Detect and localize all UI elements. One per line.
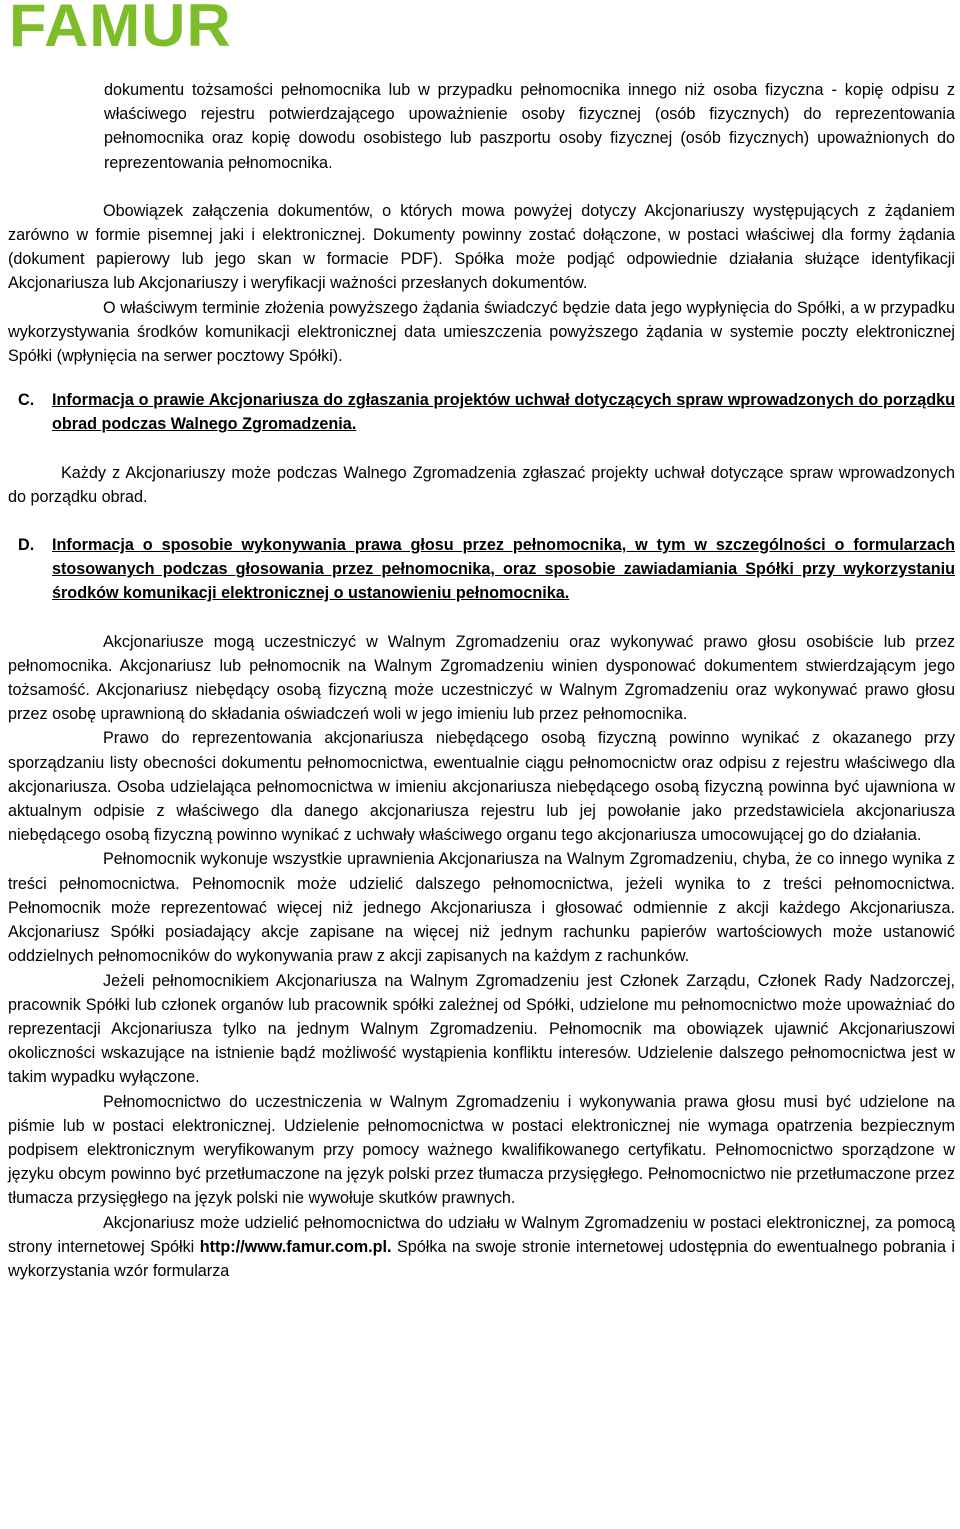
paragraph-3: O właściwym terminie złożenia powyższego żądania świadczyć będzie data jego wypłynięcia do Spółki, a w przypadku wykorzystywania środków komunikacji elektronicznej data umieszczenia powyższego żądania w systemie poczty elektronicznej Spółki (wpłynięcia na serwer pocztowy Spółki).	[8, 298, 955, 366]
section-c-heading	[0, 388, 955, 436]
section-d-heading	[0, 533, 955, 606]
section-d-title: Informacja o sposobie wykonywania prawa głosu przez pełnomocnika, w tym w szczególności o formularzach stosowanych podczas głosowania przez pełnomocnika, oraz sposobie zawiadamiania Spółki przy wykorzystaniu środków komunikacji elektronicznej o ustanowieniu pełnomocnika.	[52, 536, 955, 603]
paragraph-1-text: dokumentu tożsamości pełnomocnika lub w przypadku pełnomocnika innego niż osoba fizyczna - kopię odpisu z właściwego rejestru potwierdzającego upoważnienie osoby fizycznej (osób fizycznych) do reprezentowania pełnomocnika oraz kopię dowodu osobistego lub paszportu osoby fizycznej (osób fizycznych) upoważnionych do reprezentowania pełnomocnika.	[104, 81, 955, 172]
famur-logo	[9, 0, 232, 52]
paragraph-9: Pełnomocnictwo do uczestniczenia w Walnym Zgromadzeniu i wykonywania prawa głosu musi być udzielone na piśmie lub w postaci elektronicznej. Udzielenie pełnomocnictwa w postaci elektronicznej nie wymaga opatrzenia bezpiecznym podpisem elektronicznym weryfikowanym przy pomocy ważnego kwalifikowanego certyfikatu. Pełnomocnictwo sporządzone w języku obcym powinno być przetłumaczone na język polski przez tłumacza przysięgłego. Pełnomocnictwo nie przetłumaczone przez tłumacza przysięgłego na język polski nie wywołuje skutków prawnych.	[8, 1092, 955, 1208]
paragraph-10	[8, 1211, 955, 1284]
paragraph-1	[8, 78, 955, 175]
logo-text: FAMUR	[9, 0, 232, 52]
famur-website-link[interactable]: http://www.famur.com.pl.	[199, 1237, 392, 1256]
paragraph-10-start: Akcjonariusz może udzielić pełnomocnictwa do udziału w Walnym Zgromadzeniu w postaci elektronicznej, za pomocą strony internetowej Spółki	[8, 1213, 955, 1256]
paragraph-5: Akcjonariusze mogą uczestniczyć w Walnym Zgromadzeniu oraz wykonywać prawo głosu osobiście lub przez pełnomocnika. Akcjonariusz lub pełnomocnik na Walnym Zgromadzeniu winien dysponować dokumentem stwierdzającym jego tożsamość. Akcjonariusz niebędący osobą fizyczną może uczestniczyć w Walnym Zgromadzeniu oraz wykonywać prawo głosu przez osobę uprawnioną do składania oświadczeń woli w jego imieniu lub przez pełnomocnika.	[8, 632, 955, 724]
document-body	[8, 78, 955, 1283]
section-d-label: D.	[18, 536, 35, 555]
paragraph-6: Prawo do reprezentowania akcjonariusza niebędącego osobą fizyczną powinno wynikać z okazanego przy sporządzaniu listy obecności dokumentu pełnomocnictwa, ewentualnie ciągu pełnomocnictw oraz odpisu z rejestru właściwego dla akcjonariusza. Osoba udzielająca pełnomocnictwa w imieniu akcjonariusza niebędącego osobą fizyczną powinna być ujawniona w aktualnym odpisie z właściwego dla danego akcjonariusza rejestru lub jej powołanie jako przedstawiciela akcjonariusza niebędącego osobą fizyczną powinno wynikać z uchwały właściwego organu tego akcjonariusza umocowującej go do działania.	[8, 729, 955, 845]
paragraph-7: Pełnomocnik wykonuje wszystkie uprawnienia Akcjonariusza na Walnym Zgromadzeniu, chyba, że co innego wynika z treści pełnomocnictwa. Pełnomocnik może udzielić dalszego pełnomocnictwa, jeżeli wynika to z treści pełnomocnictwa. Pełnomocnik może reprezentować więcej niż jednego Akcjonariusza i głosować odmiennie z akcji każdego Akcjonariusza. Akcjonariusz Spółki posiadający akcje zapisane na więcej niż jednym rachunku papierów wartościowych może ustanowić oddzielnych pełnomocników do wykonywania praw z akcji zapisanych na każdym z rachunków.	[8, 850, 955, 966]
paragraph-10-end: Spółka na swoje stronie internetowej udostępnia do ewentualnego pobrania i wykorzystania wzór formularza	[8, 1237, 955, 1280]
paragraph-8: Jeżeli pełnomocnikiem Akcjonariusza na Walnym Zgromadzeniu jest Członek Zarządu, Członek Rady Nadzorczej, pracownik Spółki lub członek organów lub pracownik spółki zależnej od Spółki, udzielone mu pełnomocnictwo może upoważniać do reprezentacji Akcjonariusza tylko na jednym Walnym Zgromadzeniu. Pełnomocnik ma obowiązek ujawnić Akcjonariuszowi okoliczności wskazujące na istnienie bądź możliwość wystąpienia konfliktu interesów. Udzielenie dalszego pełnomocnictwa jest w takim wypadku wyłączone.	[8, 971, 955, 1087]
paragraph-4: Każdy z Akcjonariuszy może podczas Walnego Zgromadzenia zgłaszać projekty uchwał dotyczące spraw wprowadzonych do porządku obrad.	[8, 463, 955, 506]
section-c-label: C.	[18, 391, 35, 410]
section-c-title: Informacja o prawie Akcjonariusza do zgłaszania projektów uchwał dotyczących spraw wprowadzonych do porządku obrad podczas Walnego Zgromadzenia.	[52, 391, 955, 434]
paragraph-2: Obowiązek załączenia dokumentów, o których mowa powyżej dotyczy Akcjonariuszy występujących z żądaniem zarówno w formie pisemnej jaki i elektronicznej. Dokumenty powinny zostać dołączone, w postaci właściwej dla formy żądania (dokument papierowy lub jego skan w formacie PDF). Spółka może podjąć odpowiednie działania służące identyfikacji Akcjonariusza lub Akcjonariuszy i weryfikacji ważności przesłanych dokumentów.	[8, 201, 955, 293]
